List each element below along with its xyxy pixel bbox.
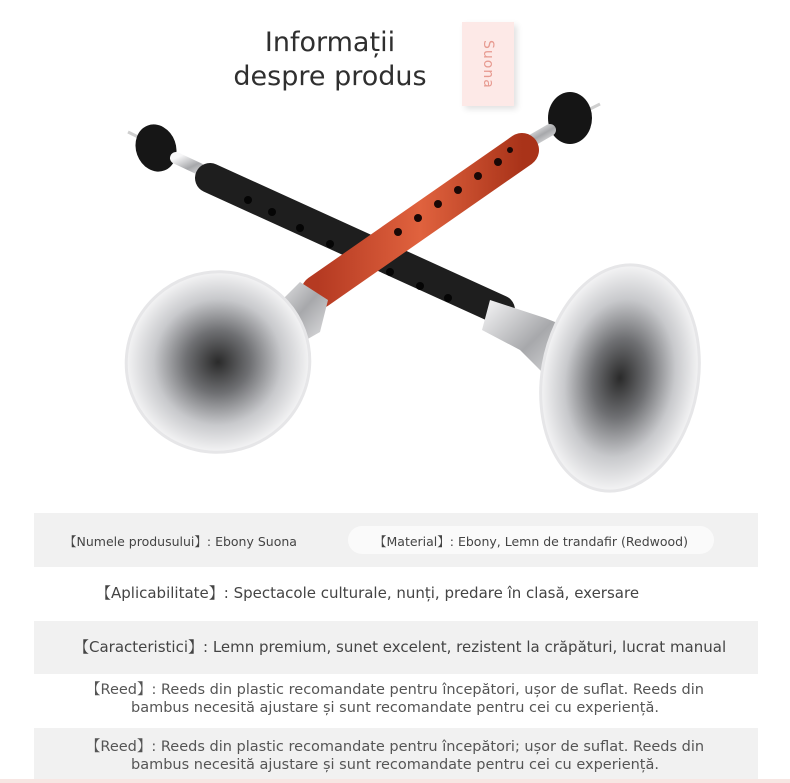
reed-info-1: [40, 681, 750, 717]
applicability-field: 【Aplicabilitate】: Spectacole culturale, nunți, predare în clasă, exersare: [96, 584, 640, 602]
product-photo: [0, 90, 790, 510]
title-line-1: Informații: [264, 27, 396, 58]
reed-info-1-line-1: 【Reed】: Reeds din plastic recomandate pentru începători, ușor de suflat. Reeds din: [86, 682, 704, 698]
stamp-label: Suona: [480, 39, 496, 89]
reed-info-2: [40, 738, 750, 774]
ebony-bell: [523, 252, 716, 504]
page-title: [230, 26, 430, 94]
reed-info-2-line-2: bambus necesită ajustare și sunt recomandate pentru cei cu experiență.: [131, 757, 659, 773]
ebony-mouth-disc: [129, 119, 183, 178]
bottom-divider: [0, 779, 790, 783]
redwood-bell: [101, 246, 335, 478]
material-field: 【Material】: Ebony, Lemn de trandafir (Redwood): [374, 534, 688, 549]
reed-info-1-line-2: bambus necesită ajustare și sunt recomandate pentru cei cu experiență.: [131, 700, 659, 716]
product-name-field: 【Numele produsului】: Ebony Suona: [64, 534, 297, 549]
features-field: 【Caracteristici】: Lemn premium, sunet excelent, rezistent la crăpături, lucrat manual: [74, 638, 727, 656]
title-line-2: despre produs: [233, 61, 427, 92]
redwood-mouth-disc: [548, 92, 592, 144]
reed-info-2-line-1: 【Reed】: Reeds din plastic recomandate pentru începători; ușor de suflat. Reeds din: [85, 739, 705, 755]
